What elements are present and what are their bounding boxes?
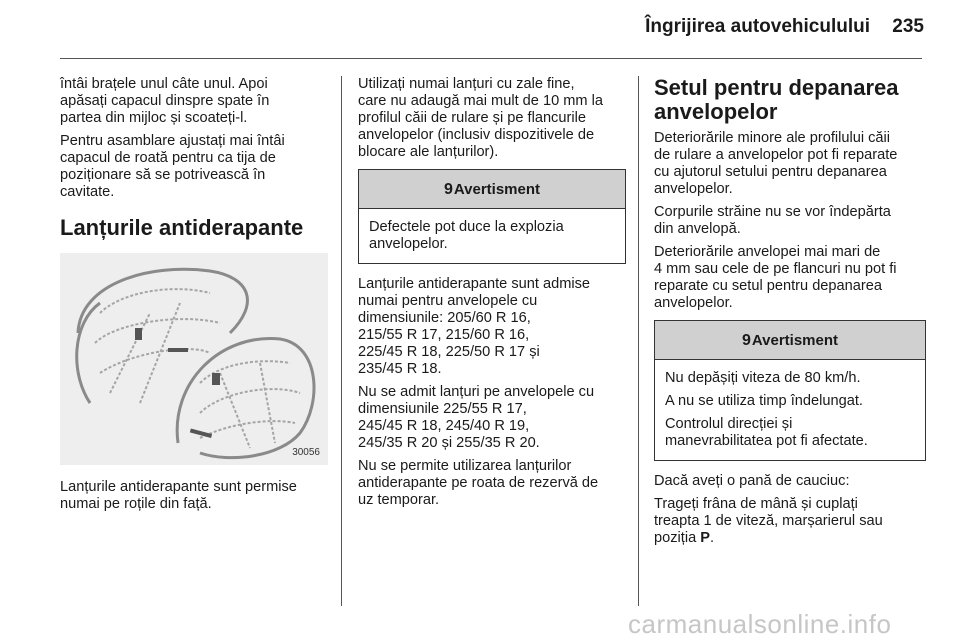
- column-divider-1: [341, 76, 342, 606]
- handbrake-period: .: [709, 530, 715, 546]
- section-heading-snow-chains: Lanțurile antiderapante: [60, 215, 304, 240]
- warning-title: Avertisment: [453, 180, 541, 198]
- paragraph-forbidden-tyre-sizes: Nu se admit lanțuri pe anvelopele cu dimensiunile 225/55 R 17, 245/45 R 18, 245/40 R 19, 245/35 R 20 și 255/35 R 20.: [358, 384, 595, 451]
- warning-line-handling: Controlul direcției și manevrabilitatea pot fi afectate.: [665, 416, 868, 449]
- warning-header: [655, 321, 925, 360]
- paragraph-large-damage: Deteriorările anvelopei mai mari de 4 mm sau cele de pe flancuri nu pot fi reparate cu setul pentru depanarea anvelopelor.: [654, 244, 897, 311]
- warning-box-speed: [654, 320, 926, 461]
- watermark-text: carmanualsonline.info: [628, 609, 892, 639]
- warning-header: [359, 170, 625, 209]
- paragraph-allowed-tyre-sizes: Lanțurile antiderapante sunt admise numai pentru anvelopele cu dimensiunile: 205/60 R 16, 215/55 R 17, 215/60 R 16, 225/45 R 18, 225/50 R 17 și 235/45 R 18.: [358, 276, 591, 377]
- page-header-title: Îngrijirea autovehiculului: [645, 16, 870, 37]
- warning-icon: 9: [741, 331, 751, 349]
- handbrake-position-p: P: [700, 530, 710, 546]
- page-number: 235: [892, 16, 924, 37]
- snow-chains-illustration: [60, 253, 328, 465]
- column-right: [654, 76, 926, 553]
- column-divider-2: [638, 76, 639, 606]
- header-divider: [60, 58, 922, 59]
- handbrake-text: Trageți frâna de mână și cuplați treapta 1 de viteză, marșarierul sau poziția: [654, 496, 883, 546]
- paragraph-minor-damage: Deteriorările minore ale profilului căii de rulare a anvelopelor pot fi reparate cu ajutorul setului pentru depanarea anvelopelor.: [654, 130, 898, 197]
- column-middle: [358, 76, 626, 515]
- column-left: [60, 76, 328, 519]
- paragraph-remove-cover: întâi brațele unul câte unul. Apoi apăsați capacul dinspre spate în partea din mijloc și scoateți-l.: [60, 76, 270, 126]
- warning-line-duration: A nu se utiliza timp îndelungat.: [665, 393, 863, 409]
- warning-line-speed: Nu depășiți viteza de 80 km/h.: [665, 370, 861, 386]
- paragraph-flat-tyre: Dacă aveți o pană de cauciuc:: [654, 473, 850, 489]
- warning-icon: 9: [443, 180, 453, 198]
- paragraph-foreign-bodies: Corpurile străine nu se vor îndepărta din anvelopă.: [654, 204, 891, 237]
- section-heading-tyre-repair-kit: Setul pentru depanarea anvelopelor: [654, 75, 899, 124]
- warning-box-explosion: [358, 169, 626, 264]
- paragraph-fine-chains: Utilizați numai lanțuri cu zale fine, care nu adaugă mai mult de 10 mm la profilul căii de rulare și pe flancurile anvelopelor (inclusiv dispozitivele de blocare ale lanțurilor).: [358, 76, 603, 160]
- paragraph-chains-front-wheels: Lanțurile antiderapante sunt permise numai pe roțile din față.: [60, 479, 297, 512]
- figure-code: 30056: [292, 447, 320, 458]
- warning-body: [655, 360, 925, 460]
- paragraph-assemble-cover: Pentru asamblare ajustați mai întâi capacul de roată pentru ca tija de poziționare să se potrivească în cavitate.: [60, 133, 285, 200]
- warning-body: [359, 209, 625, 263]
- warning-title: Avertisment: [751, 331, 839, 349]
- warning-text: Defectele pot duce la explozia anvelopelor.: [369, 219, 564, 252]
- paragraph-handbrake: [654, 496, 926, 547]
- snow-chain-drawing: [60, 253, 328, 465]
- paragraph-spare-wheel: Nu se permite utilizarea lanțurilor antiderapante pe roata de rezervă de uz temporar.: [358, 458, 599, 508]
